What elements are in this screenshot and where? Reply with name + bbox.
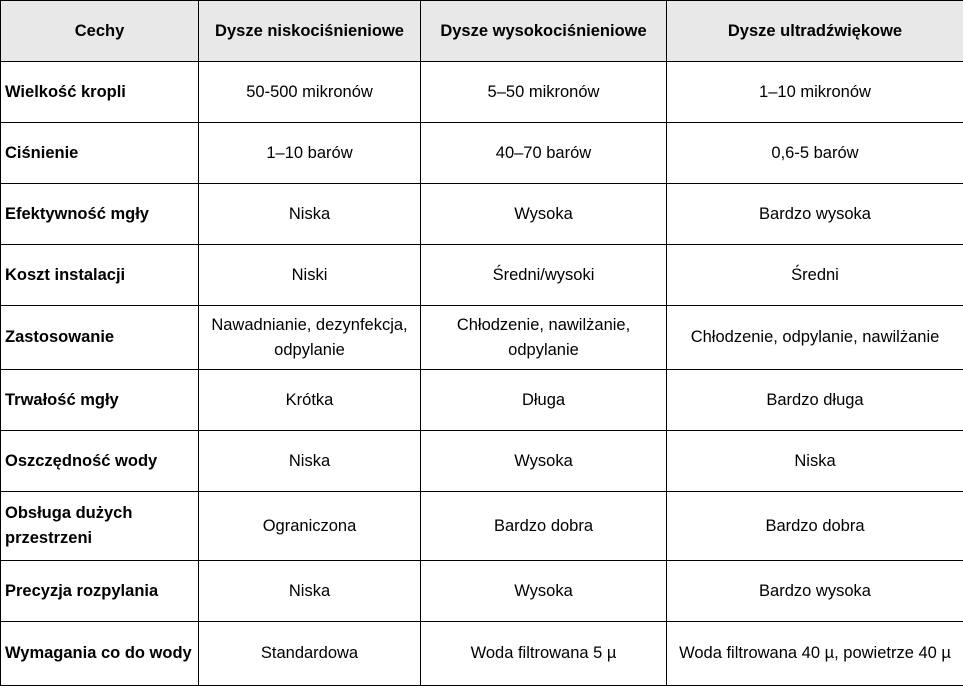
cell-ultrasonic: Woda filtrowana 40 µ, powietrze 40 µ	[667, 622, 963, 686]
table-row	[1, 492, 963, 561]
cell-high-pressure: Wysoka	[421, 561, 667, 622]
cell-ultrasonic: Niska	[667, 431, 963, 492]
table-row	[1, 306, 963, 370]
cell-high-pressure: 40–70 barów	[421, 123, 667, 184]
table-body	[1, 62, 963, 686]
cell-high-pressure: Chłodzenie, nawilżanie, odpylanie	[421, 306, 667, 370]
table-row	[1, 184, 963, 245]
header-features: Cechy	[1, 1, 199, 62]
cell-high-pressure: Bardzo dobra	[421, 492, 667, 561]
cell-low-pressure: Krótka	[199, 370, 421, 431]
cell-ultrasonic: Średni	[667, 245, 963, 306]
cell-low-pressure: Niska	[199, 431, 421, 492]
cell-low-pressure: Niski	[199, 245, 421, 306]
table-row	[1, 123, 963, 184]
row-feature-label: Wymagania co do wody	[1, 622, 199, 686]
cell-low-pressure: Ograniczona	[199, 492, 421, 561]
row-feature-label: Koszt instalacji	[1, 245, 199, 306]
cell-low-pressure: Nawadnianie, dezynfekcja, odpylanie	[199, 306, 421, 370]
row-feature-label: Wielkość kropli	[1, 62, 199, 123]
row-feature-label: Ciśnienie	[1, 123, 199, 184]
cell-ultrasonic: Bardzo wysoka	[667, 561, 963, 622]
table-row	[1, 431, 963, 492]
row-feature-label: Precyzja rozpylania	[1, 561, 199, 622]
cell-high-pressure: Długa	[421, 370, 667, 431]
cell-low-pressure: 50-500 mikronów	[199, 62, 421, 123]
cell-ultrasonic: 1–10 mikronów	[667, 62, 963, 123]
table-row	[1, 561, 963, 622]
table-row	[1, 62, 963, 123]
cell-high-pressure: Wysoka	[421, 184, 667, 245]
table-header	[1, 1, 963, 62]
cell-low-pressure: Niska	[199, 561, 421, 622]
header-low-pressure-nozzles: Dysze niskociśnieniowe	[199, 1, 421, 62]
cell-ultrasonic: Bardzo wysoka	[667, 184, 963, 245]
cell-high-pressure: Wysoka	[421, 431, 667, 492]
table-row	[1, 622, 963, 686]
row-feature-label: Trwałość mgły	[1, 370, 199, 431]
cell-high-pressure: Średni/wysoki	[421, 245, 667, 306]
cell-high-pressure: Woda filtrowana 5 µ	[421, 622, 667, 686]
row-feature-label: Zastosowanie	[1, 306, 199, 370]
cell-ultrasonic: Bardzo dobra	[667, 492, 963, 561]
row-feature-label: Obsługa dużych przestrzeni	[1, 492, 199, 561]
cell-ultrasonic: Bardzo długa	[667, 370, 963, 431]
header-row	[1, 1, 963, 62]
cell-low-pressure: Standardowa	[199, 622, 421, 686]
cell-low-pressure: 1–10 barów	[199, 123, 421, 184]
table-row	[1, 245, 963, 306]
table-row	[1, 370, 963, 431]
header-high-pressure-nozzles: Dysze wysokociśnieniowe	[421, 1, 667, 62]
cell-ultrasonic: 0,6-5 barów	[667, 123, 963, 184]
cell-ultrasonic: Chłodzenie, odpylanie, nawilżanie	[667, 306, 963, 370]
row-feature-label: Efektywność mgły	[1, 184, 199, 245]
row-feature-label: Oszczędność wody	[1, 431, 199, 492]
header-ultrasonic-nozzles: Dysze ultradźwiękowe	[667, 1, 963, 62]
cell-low-pressure: Niska	[199, 184, 421, 245]
cell-high-pressure: 5–50 mikronów	[421, 62, 667, 123]
